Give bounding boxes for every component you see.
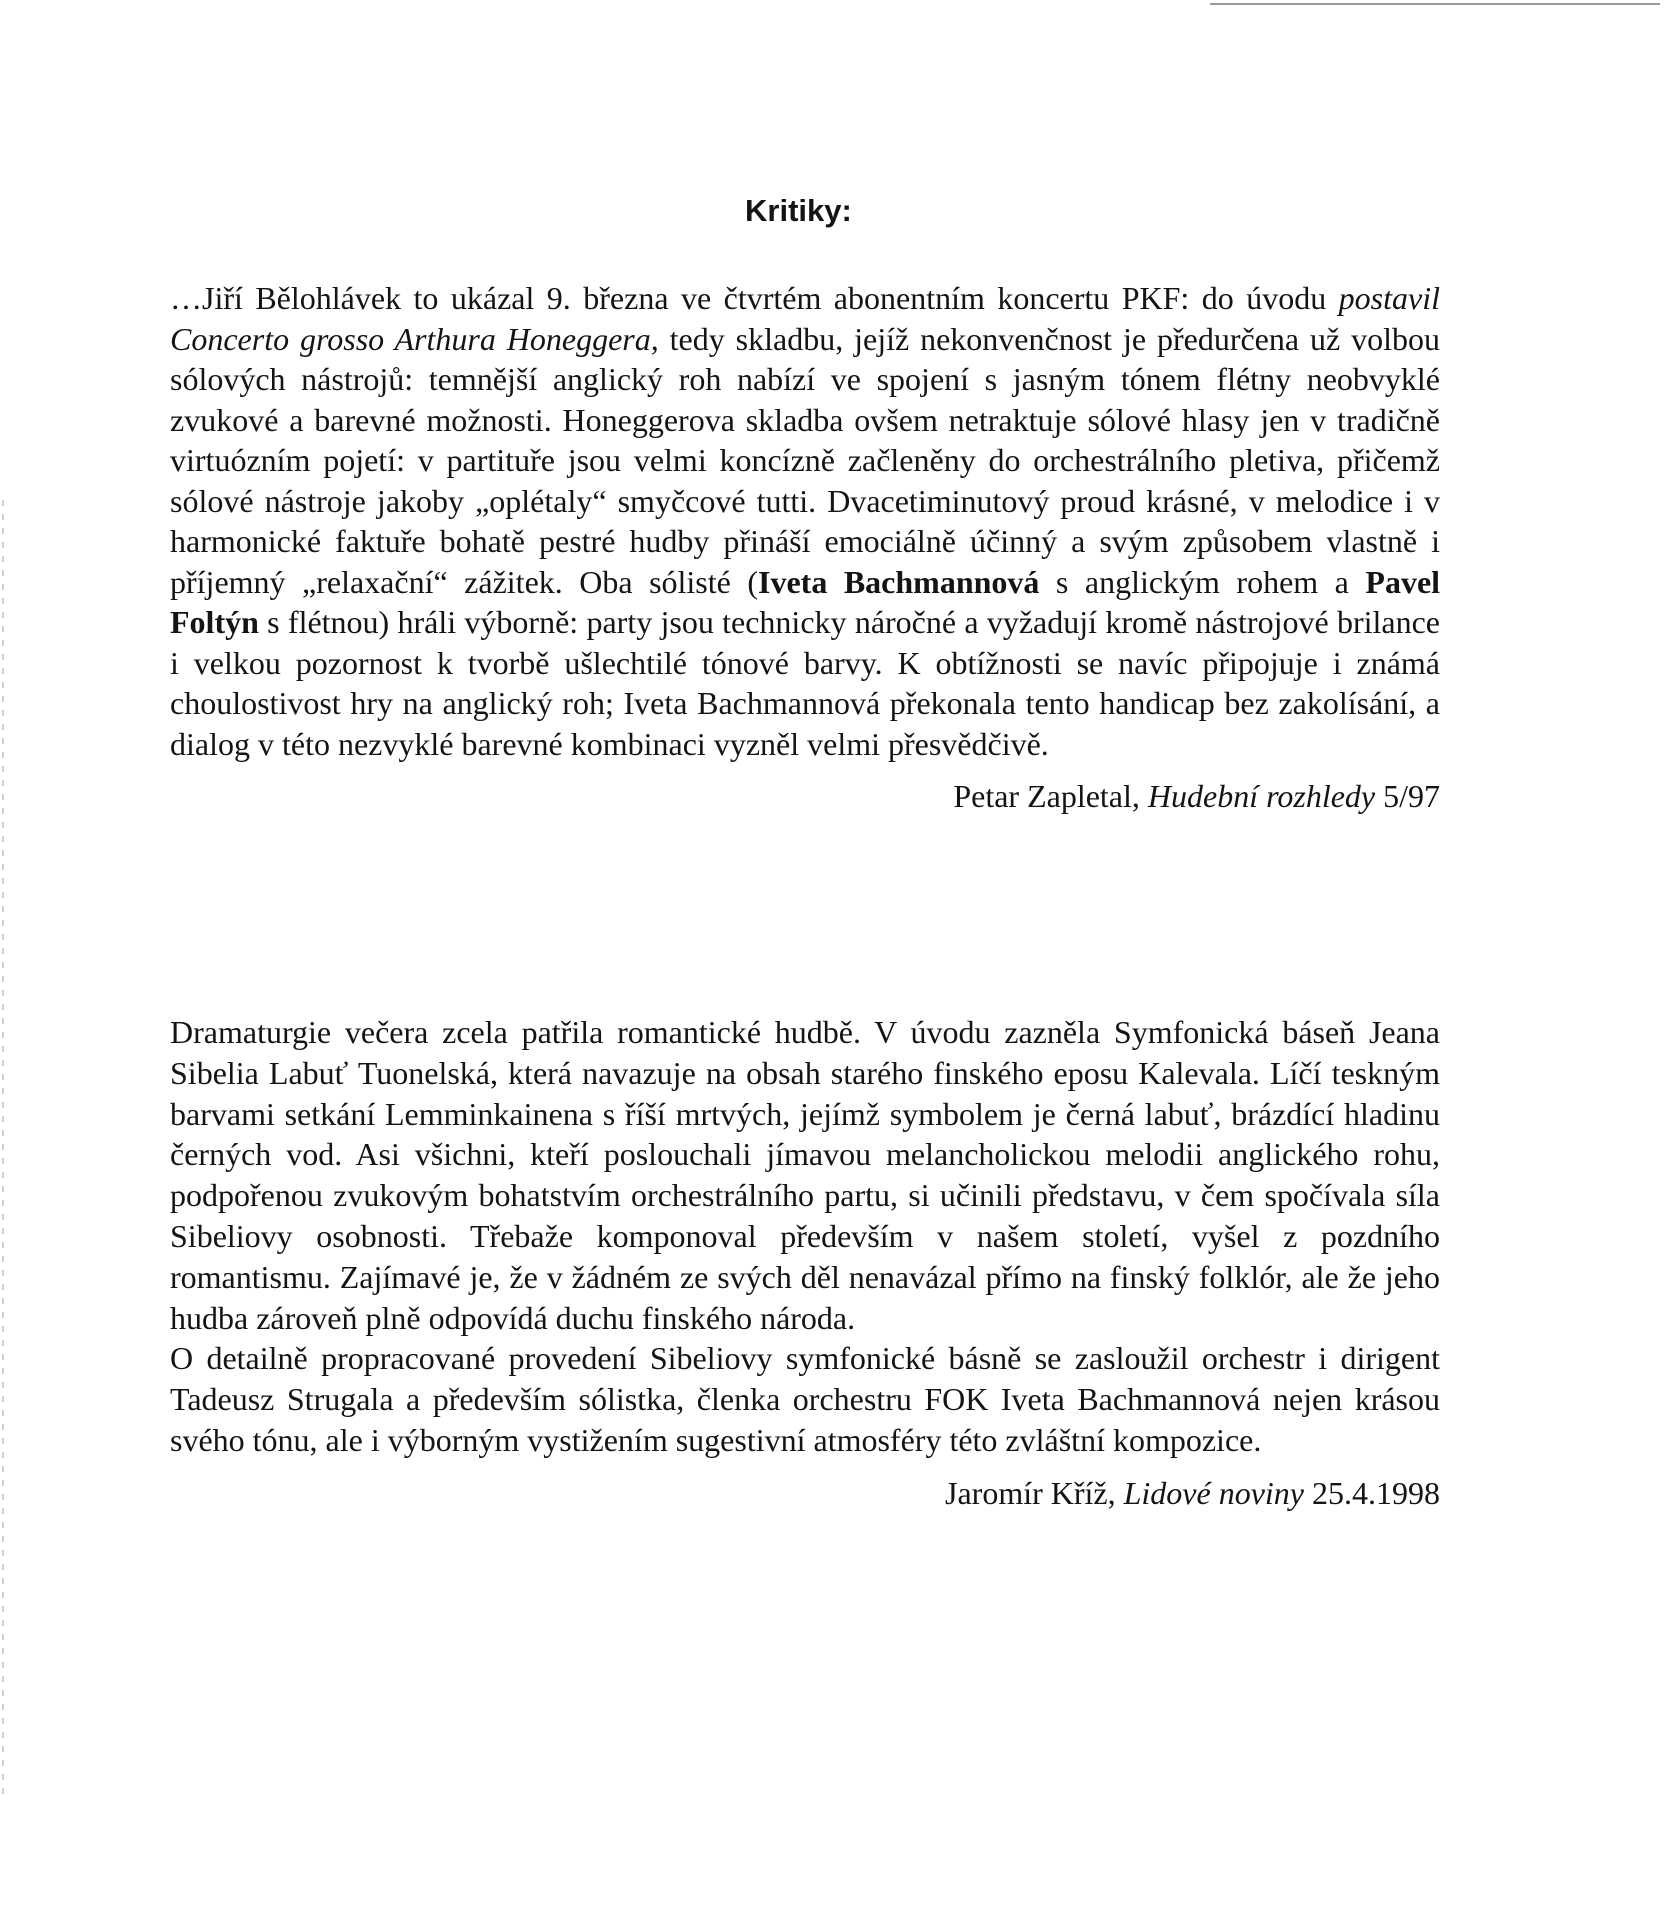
- soloist-name-bachmannova: Iveta Bachmannová: [758, 563, 1040, 600]
- soloist-name-foltyn: Pavel Foltýn: [170, 563, 1441, 640]
- review-1-issue: 5/97: [1375, 778, 1440, 814]
- review-1-text-3: tedy skladbu, jejíž nekonvenčnost je předurčena už volbou sólových nástrojů: temnější anglický roh nabízí ve spojení s jasným tónem flétny neobvyklé zvukové a barevné možnosti. Honeggerova skladba ovšem netraktuje sólové hlasy jen v tradičně virtuózním pojetí: v partituře jsou velmi koncízně začleněny do orchestrálního pletiva, přičemž sólové nástroje jakoby „oplétaly“ smyčcové tutti. Dvacetiminutový proud krásné, v melodice i v harmonické faktuře bohatě pestré hudby přináší emociálně účinný a svým způsobem vlastně i příjemný „relaxační“ zážitek. Oba sólisté (: [170, 320, 1441, 600]
- review-2-date: 25.4.1998: [1304, 1474, 1440, 1511]
- review-zapletal: [170, 278, 1440, 816]
- review-1-text-4: s anglickým rohem a: [1039, 563, 1366, 600]
- review-2-paragraph-1: Dramaturgie večera zcela patřila romantické hudbě. V úvodu zazněla Symfonická báseň Jeana Sibelia Labuť Tuonelská, která navazuje na obsah starého finského eposu Kalevala. Líčí teskným barvami setkání Lemminkainena s říší mrtvých, jejímž symbolem je černá labuť, brázdící hladinu černých vod. Asi všichni, kteří poslouchali jímavou melancholickou melodii anglického rohu, podpořenou zvukovým bohatstvím orchestrálního partu, si učinili představu, v čem spočívala síla Sibeliovy osobnosti. Třebaže komponoval především v našem století, vyšel z pozdního romantismu. Zajímavé je, že v žádném ze svých děl nenavázal přímo na finský folklór, ale že jeho hudba zároveň plně odpovídá duchu finského národa.: [170, 1014, 1440, 1336]
- review-2-publication: Lidové noviny: [1123, 1474, 1304, 1511]
- page-heading: Kritiky:: [745, 193, 852, 228]
- review-1-text-5: s flétnou) hráli výborně: party jsou technicky náročné a vyžadují kromě nástrojové brilance i velkou pozornost k tvorbě ušlechtilé tónové barvy. K obtížnosti se navíc připojuje i známá choulostivost hry na anglický roh; Iveta Bachmannová překonala tento handicap bez zakolísání, a dialog v této nezvyklé barevné kombinaci vyzněl velmi přesvědčivě.: [170, 604, 1440, 762]
- review-1-italic-phrase: postavil Concerto grosso Arthura Honeggera,: [170, 280, 1440, 357]
- review-1-source: [170, 776, 1440, 816]
- review-kriz: [170, 1012, 1440, 1513]
- review-1-body: [170, 278, 1440, 764]
- review-1-text-1: …Jiří Bělohlávek to ukázal 9. března ve čtvrtém abonentním koncertu PKF: do úvodu: [170, 280, 1339, 316]
- review-2-paragraph-2: O detailně propracované provedení Sibeliovy symfonické básně se zasloužil orchestr i dirigent Tadeusz Strugala a především sólistka, členka orchestru FOK Iveta Bachmannová nejen krásou svého tónu, ale i výborným vystižením sugestivní atmosféry této zvláštní kompozice.: [170, 1340, 1440, 1458]
- scan-edge-top: [1210, 3, 1660, 5]
- review-2-author: Jaromír Kříž,: [945, 1474, 1124, 1511]
- review-2-source: [170, 1473, 1440, 1513]
- scan-edge-left: [2, 500, 4, 1800]
- review-1-publication: Hudební rozhledy: [1147, 778, 1376, 814]
- review-1-author: Petar Zapletal,: [953, 778, 1148, 814]
